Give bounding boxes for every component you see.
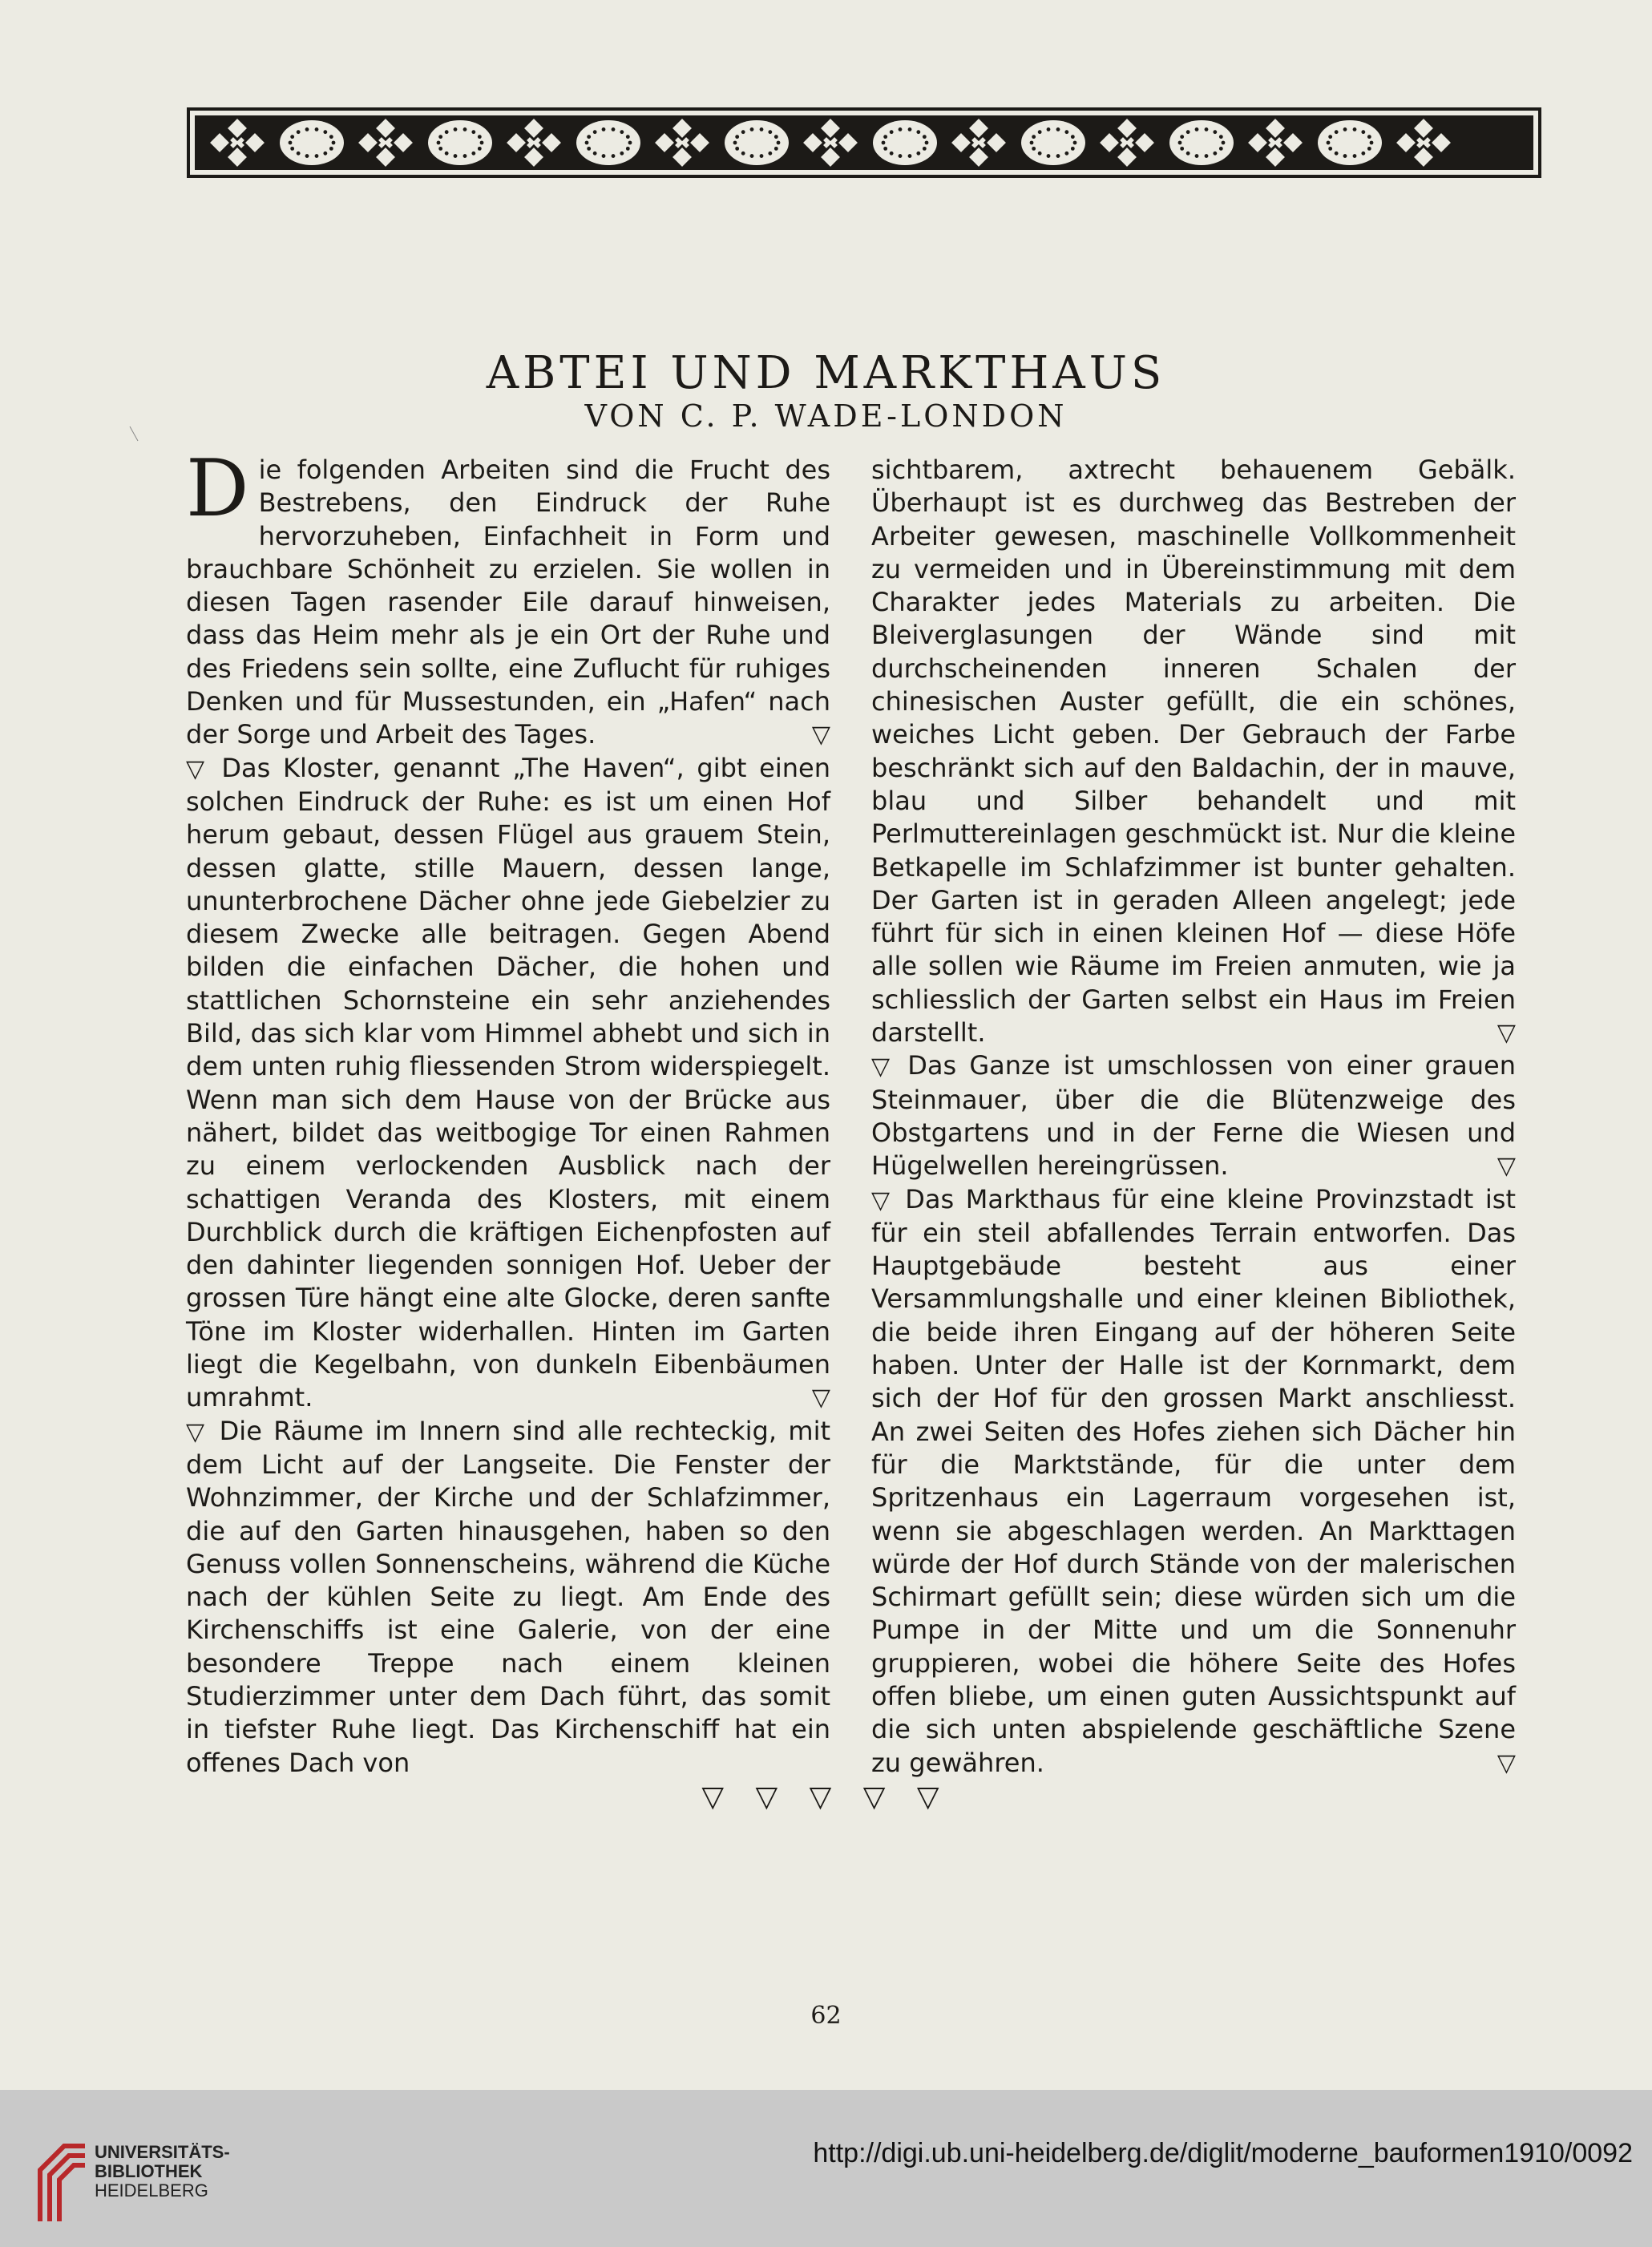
- text-column-left: [186, 443, 831, 1780]
- drop-cap: D: [186, 443, 249, 535]
- triangle-mark-icon: ▽: [871, 1053, 895, 1081]
- triangle-mark-icon: ▽: [811, 721, 830, 750]
- article-byline: VON C. P. WADE-LONDON: [584, 398, 1068, 434]
- triangle-mark-icon: ▽: [1496, 1748, 1516, 1777]
- paragraph-text: sichtbarem, axtrecht behauenem Gebälk. Überhaupt ist es durchweg das Bestreben der Arbeiter gewesen, maschinelle Vollkommenheit zu vermeiden und in Übereinstimmung mit dem Charakter jedes Materials zu arbeiten. Die Bleiverglasungen der Wände sind mit durchscheinenden inneren Schalen der chinesischen Auster gefüllt, die ein schönes, weiches Licht geben. Der Gebrauch der Farbe beschränkt sich auf den Baldachin, der in mauve, blau und Silber behandelt und mit Perlmuttereinlagen geschmückt ist. Nur die kleine Betkapelle im Schlafzimmer ist bunter gehalten. Der Garten ist in geraden Alleen angelegt; jede führt für sich in einen kleinen Hof — diese Höfe alle sollen wie Räume im Freien anmuten, wie ja schliesslich der Garten selbst ein Haus im Freien darstellt.: [871, 455, 1516, 1049]
- paragraph: [186, 1415, 830, 1780]
- paragraph: [871, 454, 1516, 1049]
- paragraph-text: Das Markthaus für eine kleine Provinzstadt ist für ein steil abfallendes Terrain entworfen. Das Hauptgebäude besteht aus einer Versammlungshalle und einer kleinen Bibliothek, die beide ihren Eingang auf der höheren Seite haben. Unter der Halle ist der Kornmarkt, dem sich der Hof für den grossen Markt anschliesst. An zwei Seiten des Hofes ziehen sich Dächer hin für die Marktstände, für die unter dem Spritzenhaus ein Lagerraum vorgesehen ist, wenn sie abgeschlagen werden. An Markttagen würde der Hof durch Stände von der malerischen Schirmart gefüllt sein; diese würden sich um die Pumpe in der Mitte und um die Sonnenuhr gruppieren, wobei die höhere Seite des Hofes offen bliebe, um einen guten Aussichtspunkt auf die sich unten abspielende geschäftliche Szene zu gewähren.: [871, 1183, 1517, 1778]
- source-url-link[interactable]: http://digi.ub.uni-heidelberg.de/diglit/moderne_bauformen1910/0092: [813, 2138, 1633, 2168]
- scan-speck: [128, 425, 139, 443]
- triangle-mark-icon: ▽: [871, 1186, 894, 1214]
- library-name: [95, 2143, 230, 2201]
- paragraph-text: Das Kloster, genannt „The Haven“, gibt einen solchen Eindruck der Ruhe: es ist um einen Hof herum gebaut, dessen Flügel aus grauem Stein, dessen glatte, stille Mauern, dessen lange, ununterbrochene Dächer ohne jede Giebelzier zu diesem Zwecke alle beitragen. Gegen Abend bilden die einfachen Dächer, die hohen und stattlichen Schornsteine ein sehr anziehendes Bild, das sich klar vom Himmel abhebt und sich in dem unten ruhig fliessenden Strom widerspiegelt. Wenn man sich dem Hause von der Brücke aus nähert, bildet das weitbogige Tor einen Rahmen zu einem verlockenden Ausblick nach der schattigen Veranda des Klosters, mit einem Durchblick durch die kräftigen Eichenpfosten auf den dahinter liegenden sonnigen Hof. Ueber der grossen Türe hängt eine alte Glocke, deren sanfte Töne im Kloster widerhallen. Hinten im Garten liegt die Kegelbahn, von dunkeln Eibenbäumen umrahmt.: [186, 752, 831, 1413]
- ornamental-border: [187, 107, 1541, 178]
- paragraph: [871, 1049, 1516, 1182]
- library-footer-bar: [0, 2090, 1652, 2247]
- paragraph-text: ie folgenden Arbeiten sind die Frucht des Bestrebens, den Eindruck der Ruhe hervorzuheben, Einfachheit in Form und brauchbare Schönheit zu erzielen. Sie wollen in diesen Tagen rasender Eile darauf hinweisen, dass das Heim mehr als je ein Ort der Ruhe und des Friedens sein sollte, eine Zuflucht für ruhiges Denken und für Mussestunden, ein „Hafen“ nach der Sorge und Arbeit des Tages.: [186, 455, 830, 750]
- paragraph: [871, 1183, 1516, 1780]
- triangle-mark-icon: ▽: [186, 754, 209, 783]
- library-name-line: HEIDELBERG: [95, 2180, 208, 2201]
- text-column-right: [871, 454, 1516, 1780]
- library-name-line: BIBLIOTHEK: [95, 2161, 203, 2181]
- paragraph: [186, 752, 830, 1415]
- paragraph-text: Die Räume im Innern sind alle rechteckig, mit dem Licht auf der Langseite. Die Fenster der Wohnzimmer, der Kirche und der Schlafzimmer, die auf den Garten hinausgehen, haben so den Genuss vollen Sonnenscheins, während die Küche nach der kühlen Seite zu liegt. Am Ende des Kirchenschiffs ist eine Galerie, von der eine besondere Treppe nach einem kleinen Studierzimmer unter dem Dach führt, das somit in tiefster Ruhe liegt. Das Kirchenschiff hat ein offenes Dach von: [186, 1415, 830, 1778]
- triangle-mark-icon: ▽: [811, 1384, 830, 1412]
- page-number: 62: [810, 2002, 842, 2030]
- triangle-mark-icon: ▽: [186, 1417, 208, 1446]
- closing-triangles: ▽ ▽ ▽ ▽ ▽: [701, 1780, 951, 1813]
- library-name-line: UNIVERSITÄTS-: [95, 2142, 230, 2162]
- library-logo-icon: [32, 2138, 90, 2226]
- triangle-mark-icon: ▽: [1496, 1019, 1516, 1048]
- triangle-mark-icon: ▽: [1496, 1152, 1516, 1181]
- paragraph: [186, 443, 830, 752]
- paragraph-text: Das Ganze ist umschlossen von einer grauen Steinmauer, über die die Blütenzweige des Obstgartens und in der Ferne die Wiesen und Hügelwellen hereingrüssen.: [871, 1050, 1517, 1182]
- article-title: ABTEI UND MARKTHAUS: [486, 346, 1166, 399]
